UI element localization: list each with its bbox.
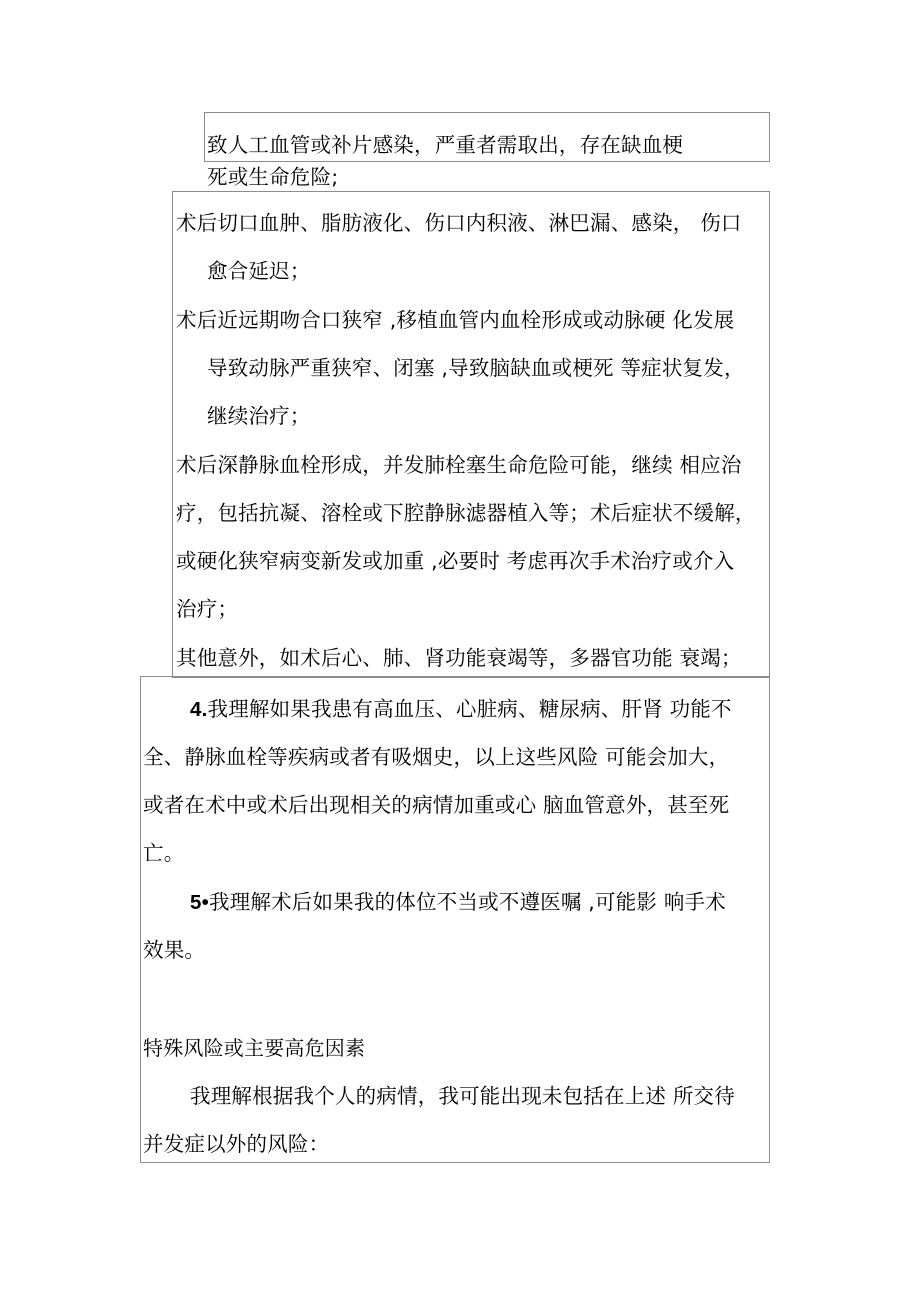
clause-4-number: 4. — [190, 698, 208, 721]
clause-5-number: 5• — [190, 891, 209, 914]
clause-4-text: 我理解如果我患有高血压、心脏病、糖尿病、肝肾 功能不 — [207, 697, 732, 721]
risk-item-organ-failure-line1: 其他意外，如术后心、肺、肾功能衰竭等，多器官功能 衰竭； — [176, 646, 742, 670]
special-risk-heading: 特殊风险或主要高危因素 — [143, 1036, 366, 1060]
risk-item-wound-line2: 愈合延迟； — [207, 259, 311, 283]
risk-item-stenosis-line2: 导致动脉严重狭窄、闭塞 ,导致脑缺血或梗死 等症状复发， — [207, 356, 745, 380]
risk-item-wound-line1: 术后切口血肿、脂肪液化、伤口内积液、淋巴漏、感染， 伤口 — [176, 211, 742, 235]
clause-5-line2: 效果。 — [143, 938, 206, 962]
risk-item-graft-infection-line1: 致人工血管或补片感染，严重者需取出，存在缺血梗 — [207, 133, 684, 157]
special-risk-line2: 并发症以外的风险： — [143, 1132, 330, 1156]
risk-item-thrombosis-line3: 或硬化狭窄病变新发或加重 ,必要时 考虑再次手术治疗或介入 — [176, 549, 735, 573]
clause-4-line1 — [190, 696, 732, 723]
risk-item-thrombosis-line4: 治疗； — [176, 597, 239, 621]
risk-item-thrombosis-line2: 疗，包括抗凝、溶栓或下腔静脉滤器植入等；术后症状不缓解， — [176, 501, 756, 525]
risk-item-stenosis-line3: 继续治疗； — [207, 404, 311, 428]
clause-4-line4: 亡。 — [143, 841, 185, 865]
risk-item-stenosis-line1: 术后近远期吻合口狭窄 ,移植血管内血栓形成或动脉硬 化发展 — [176, 308, 735, 332]
clause-5-text: 我理解术后如果我的体位不当或不遵医嘱 ,可能影 响手术 — [208, 890, 726, 914]
special-risk-line1: 我理解根据我个人的病情，我可能出现未包括在上述 所交待 — [190, 1084, 735, 1108]
clause-4-line3: 或者在术中或术后出现相关的病情加重或心 脑血管意外，甚至死 — [143, 793, 730, 817]
risk-item-graft-infection-line2: 死或生命危险; — [207, 165, 339, 189]
clause-4-line2: 全、静脉血栓等疾病或者有吸烟史，以上这些风险 可能会加大， — [143, 745, 730, 769]
risk-item-thrombosis-line1: 术后深静脉血栓形成，并发肺栓塞生命危险可能，继续 相应治 — [176, 453, 742, 477]
clause-5-line1 — [190, 889, 726, 916]
